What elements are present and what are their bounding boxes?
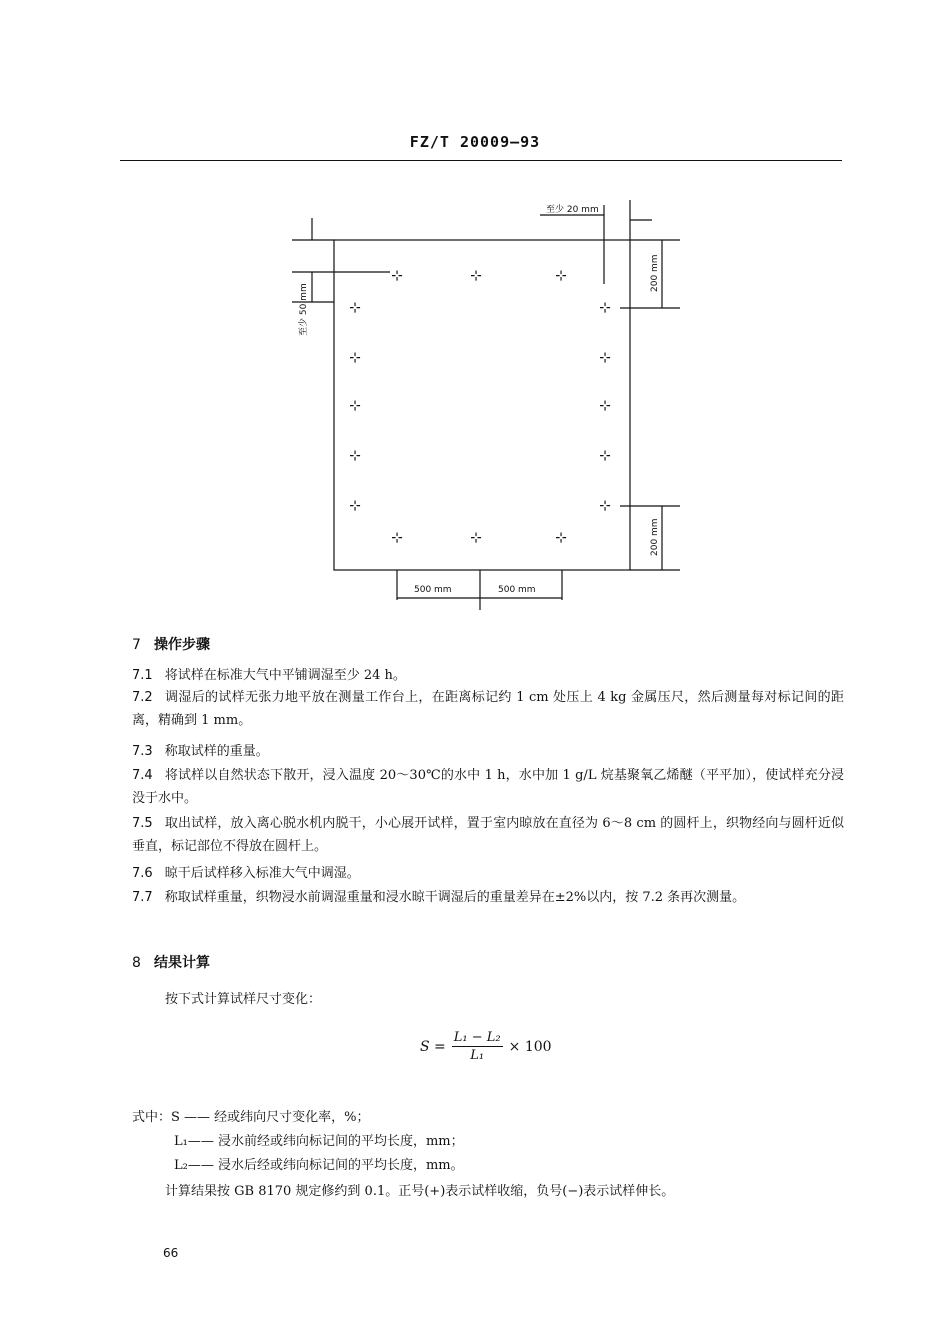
label-right-bottom: 200 mm [650, 518, 660, 556]
mark-symbol-1: ⊹ [391, 268, 403, 284]
step-7-5: 7.5 取出试样，放入离心脱水机内脱干，小心展开试样，置于室内晾放在直径为 6～8 cm 的圆杆上，织物经向与圆杆近似垂直，标记部位不得放在圆杆上。 [132, 816, 844, 854]
section-7-heading: 7 操作步骤 [132, 637, 210, 653]
section-8-heading: 8 结果计算 [132, 955, 210, 971]
rounding-note: 计算结果按 GB 8170 规定修约到 0.1。正号(+)表示试样收缩，负号(−)表示试样伸长。 [165, 1184, 675, 1199]
label-left-min: 至少 50 mm [299, 283, 309, 336]
mark-symbol-4: ⊹ [349, 300, 361, 316]
mark-symbol-5: ⊹ [599, 300, 611, 316]
mark-symbol-7: ⊹ [599, 350, 611, 366]
mark-symbol-15: ⊹ [470, 530, 482, 546]
mark-symbol-3: ⊹ [555, 268, 567, 284]
mark-symbol-9: ⊹ [599, 398, 611, 414]
mark-symbol-6: ⊹ [349, 350, 361, 366]
mark-symbol-12: ⊹ [349, 498, 361, 514]
where-lead: 式中：S —— 经或纬向尺寸变化率，%； [132, 1110, 370, 1125]
label-right-top: 200 mm [650, 254, 660, 292]
step-7-6: 7.6 晾干后试样移入标准大气中调湿。 [132, 866, 360, 881]
step-7-3: 7.3 称取试样的重量。 [132, 744, 269, 759]
mark-symbol-13: ⊹ [599, 498, 611, 514]
label-top-min: 至少 20 mm [546, 205, 599, 215]
step-7-7: 7.7 称取试样重量，织物浸水前调湿重量和浸水晾干调湿后的重量差异在±2%以内，按 7.2 条再次测量。 [132, 890, 746, 905]
shrinkage-formula: S = $\frac{\text{L₁ − L₂}}{\text{L₁}}$ × 100 [420, 1030, 552, 1063]
formula-intro: 按下式计算试样尺寸变化： [165, 992, 322, 1007]
mark-symbol-10: ⊹ [349, 448, 361, 464]
def-l1: L₁—— 浸水前经或纬向标记间的平均长度，mm； [174, 1134, 464, 1149]
mark-symbol-11: ⊹ [599, 448, 611, 464]
step-7-4: 7.4 将试样以自然状态下散开，浸入温度 20～30℃的水中 1 h，水中加 1 g/L 烷基聚氧乙烯醚（平平加），使试样充分浸没于水中。 [132, 768, 844, 806]
mark-symbols [349, 268, 611, 546]
sample-marking-diagram [0, 0, 950, 620]
mark-symbol-16: ⊹ [555, 530, 567, 546]
step-7-2: 7.2 调湿后的试样无张力地平放在测量工作台上，在距离标记约 1 cm 处压上 4 kg 金属压尺，然后测量每对标记间的距离，精确到 1 mm。 [132, 690, 844, 728]
label-bottom-left: 500 mm [414, 585, 452, 595]
mark-symbol-14: ⊹ [391, 530, 403, 546]
label-bottom-right: 500 mm [498, 585, 536, 595]
page-number: 66 [163, 1246, 179, 1260]
specimen-outline [334, 240, 630, 570]
mark-symbol-2: ⊹ [470, 268, 482, 284]
def-l2: L₂—— 浸水后经或纬向标记间的平均长度，mm。 [174, 1158, 464, 1173]
mark-symbol-8: ⊹ [349, 398, 361, 414]
step-7-1: 7.1 将试样在标准大气中平铺调湿至少 24 h。 [132, 668, 406, 683]
standard-code-header: FZ/T 20009—93 [409, 133, 541, 151]
